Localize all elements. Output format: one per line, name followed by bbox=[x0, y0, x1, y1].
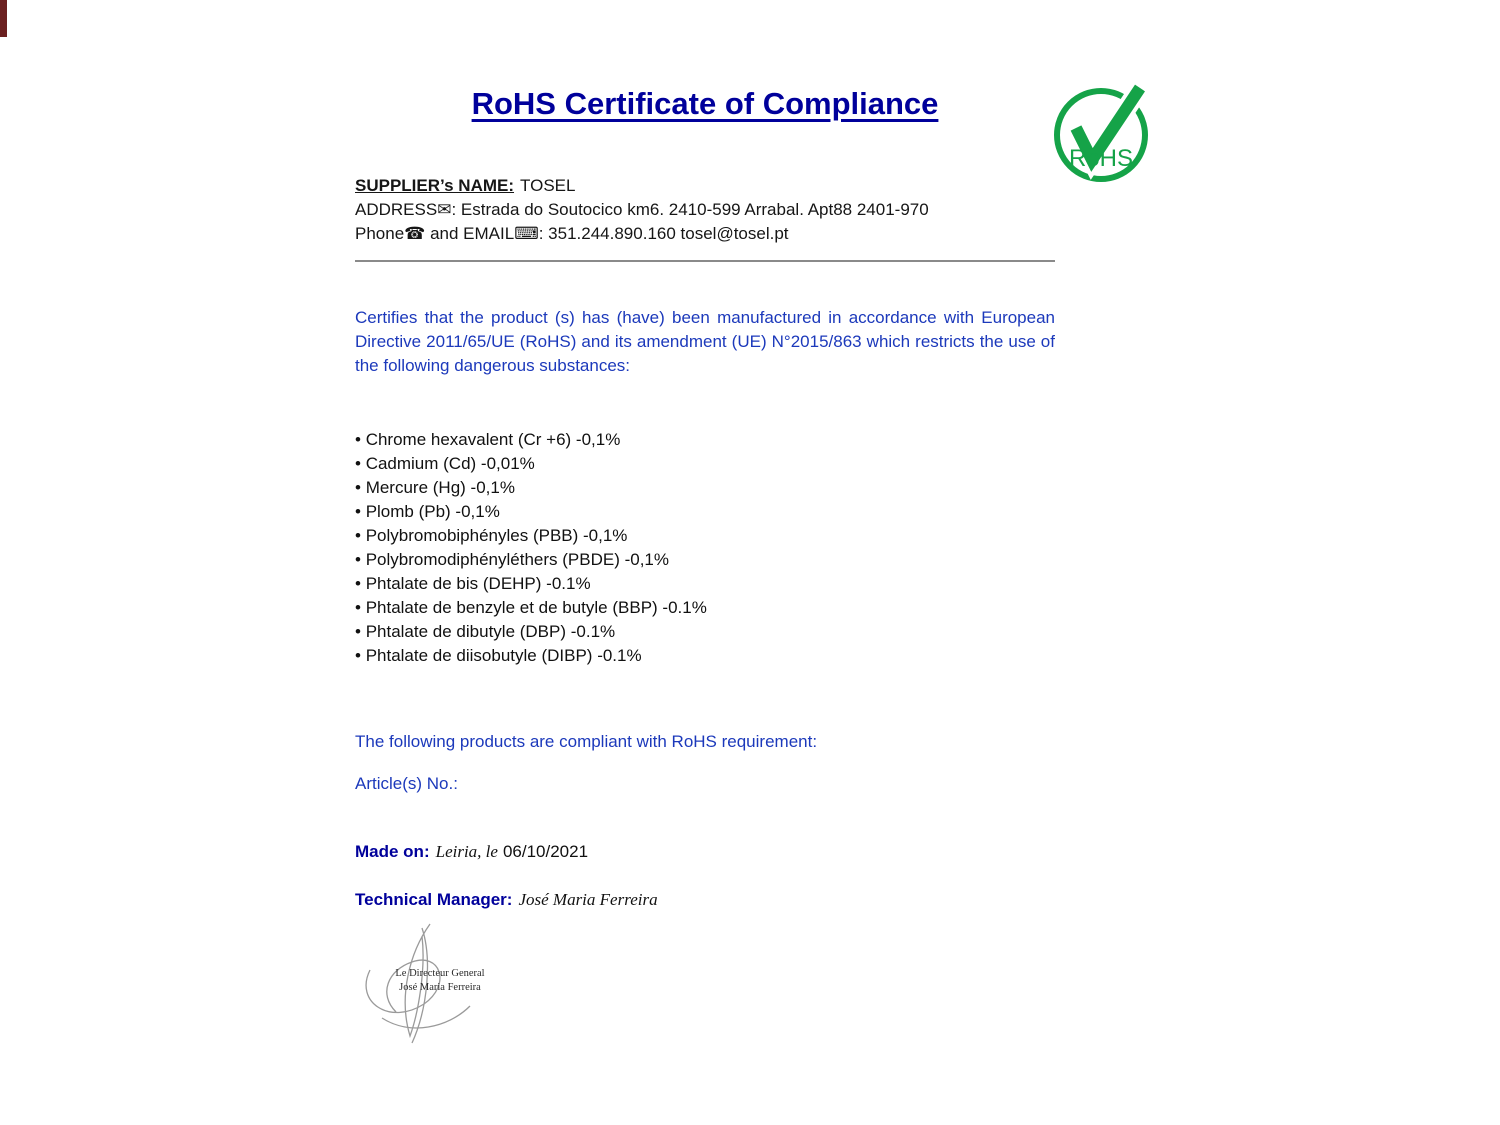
rohs-logo bbox=[1050, 78, 1154, 190]
substance-item: • Phtalate de dibutyle (DBP) -0.1% bbox=[355, 620, 1055, 644]
supplier-address-line bbox=[355, 198, 1055, 222]
substance-item: • Phtalate de diisobutyle (DIBP) -0.1% bbox=[355, 644, 1055, 668]
substance-item: • Chrome hexavalent (Cr +6) -0,1% bbox=[355, 428, 1055, 452]
technical-manager-line bbox=[355, 890, 1055, 910]
signature-block bbox=[352, 918, 522, 1053]
made-on-line bbox=[355, 842, 1055, 862]
phone-icon: ☎ bbox=[404, 224, 426, 243]
signature-name-text: José Maria Ferreira bbox=[399, 982, 481, 993]
technical-manager-label: Technical Manager: bbox=[355, 890, 513, 909]
article-number-line: Article(s) No.: bbox=[355, 774, 458, 793]
page-title bbox=[355, 86, 1055, 122]
divider bbox=[355, 260, 1055, 262]
contact-value: : 351.244.890.160 tosel@tosel.pt bbox=[538, 224, 789, 243]
supplier-name-line bbox=[355, 174, 1055, 198]
substances-list bbox=[355, 428, 1055, 668]
substance-item: • Polybromobiphényles (PBB) -0,1% bbox=[355, 524, 1055, 548]
substance-item: • Cadmium (Cd) -0,01% bbox=[355, 452, 1055, 476]
signature-stroke bbox=[405, 924, 430, 1036]
made-on-date: 06/10/2021 bbox=[502, 842, 589, 861]
substance-item: • Mercure (Hg) -0,1% bbox=[355, 476, 1055, 500]
substance-item: • Plomb (Pb) -0,1% bbox=[355, 500, 1055, 524]
signature-graphic bbox=[352, 918, 522, 1053]
supplier-contact-line bbox=[355, 222, 1055, 246]
certification-paragraph: Certifies that the product (s) has (have) been manufactured in accordance with European Directive 2011/65/UE (RoHS) and its amendment (UE) N°2015/863 which restricts the use of the following dangerous substances: bbox=[355, 308, 1055, 375]
substance-item: • Phtalate de benzyle et de butyle (BBP) -0.1% bbox=[355, 596, 1055, 620]
technical-manager-value: José Maria Ferreira bbox=[518, 890, 658, 909]
supplier-name-value: TOSEL bbox=[520, 176, 576, 195]
envelope-icon: ✉ bbox=[437, 200, 452, 219]
supplier-name-label: SUPPLIER’s NAME: bbox=[355, 176, 515, 195]
substance-item: • Phtalate de bis (DEHP) -0.1% bbox=[355, 572, 1055, 596]
scan-artifact bbox=[0, 0, 7, 37]
made-on-label: Made on: bbox=[355, 842, 430, 861]
email-label: and EMAIL bbox=[425, 224, 515, 243]
signature-stroke bbox=[382, 1006, 470, 1028]
made-on-place: Leiria, le bbox=[435, 842, 498, 861]
rohs-logo-graphic bbox=[1050, 78, 1154, 190]
supplier-block bbox=[355, 174, 1055, 246]
signature-title-text: Le Directeur General bbox=[395, 968, 485, 979]
compliance-line: The following products are compliant with RoHS requirement: bbox=[355, 732, 818, 751]
page-title-text: RoHS Certificate of Compliance bbox=[471, 86, 939, 121]
substance-item: • Polybromodiphényléthers (PBDE) -0,1% bbox=[355, 548, 1055, 572]
address-value: : Estrada do Soutocico km6. 2410-599 Arrabal. Apt88 2401-970 bbox=[451, 200, 929, 219]
address-label: ADDRESS bbox=[355, 200, 438, 219]
phone-label: Phone bbox=[355, 224, 405, 243]
logo-text: RoHS bbox=[1068, 145, 1134, 172]
email-icon: ⌨ bbox=[514, 224, 539, 243]
